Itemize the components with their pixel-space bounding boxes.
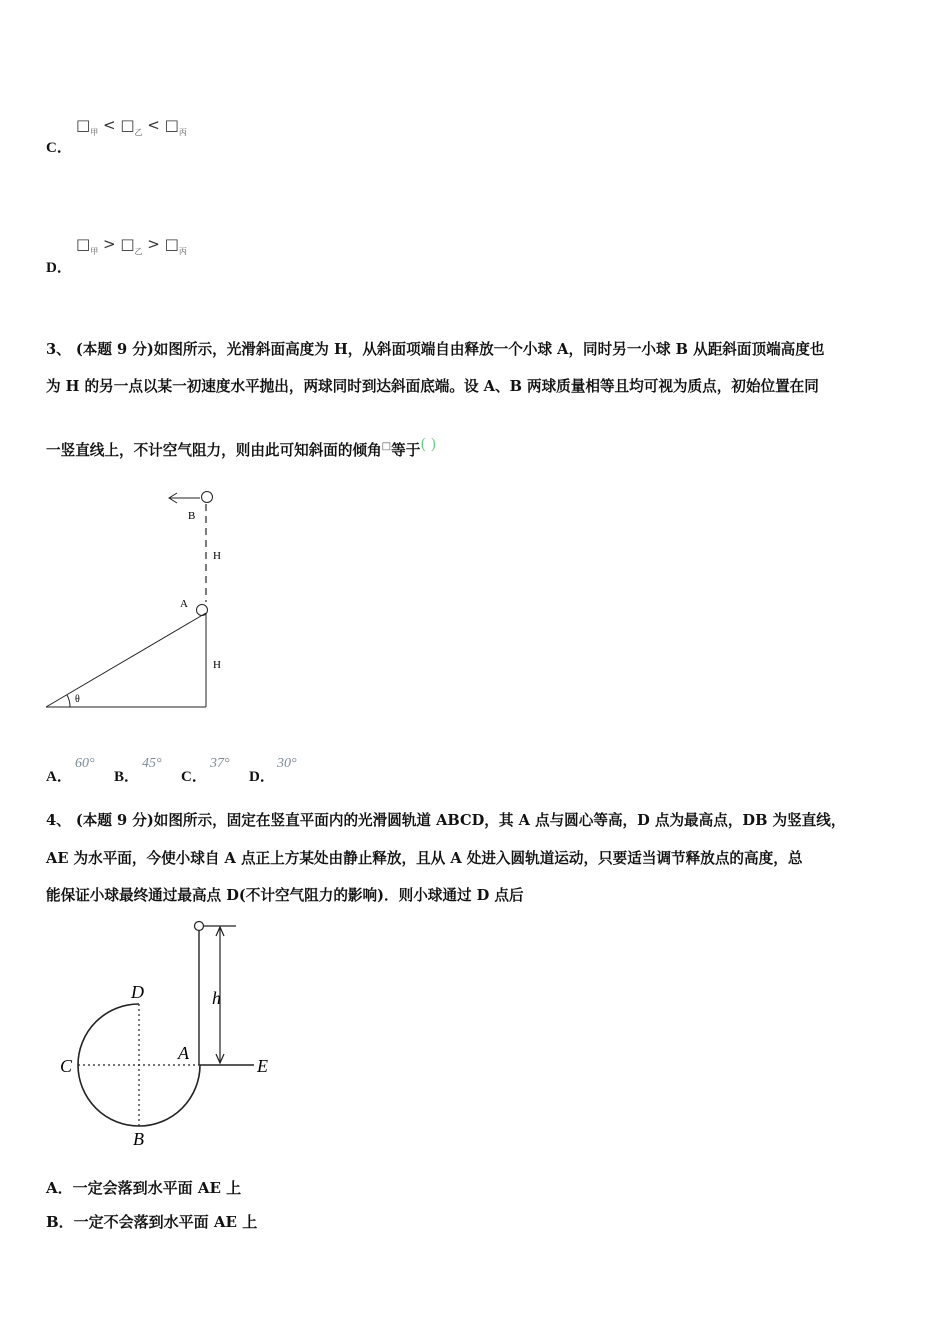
option-d-expression — [76, 235, 187, 256]
option-c-expression — [76, 116, 187, 137]
label-a: A — [180, 598, 188, 610]
q3-incline-figure — [40, 485, 240, 715]
q3-option-d-label: D． — [249, 769, 275, 785]
label-d: D — [131, 982, 144, 1002]
q3-line-3-text: 一竖直线上，不计空气阻力，则由此可知斜面的倾角 — [46, 442, 382, 459]
subscript: 乙 — [134, 247, 143, 256]
symbol-placeholder: □ — [76, 116, 91, 134]
label-a: A — [178, 1043, 189, 1063]
q3-line-3 — [46, 436, 437, 459]
subscript: 丙 — [178, 247, 187, 256]
subscript: 丙 — [178, 128, 187, 137]
q3-option-a-value: 60° — [75, 756, 95, 771]
angle-arc — [67, 695, 70, 707]
symbol-placeholder: □ — [76, 235, 91, 253]
option-d-label: D． — [46, 260, 72, 276]
release-ball — [195, 922, 204, 931]
label-theta: θ — [75, 694, 80, 705]
symbol-placeholder: □ — [120, 235, 135, 253]
q3-option-c-value: 37° — [210, 756, 230, 771]
label-h: h — [212, 988, 221, 1008]
q3-option-a-label: A． — [46, 769, 72, 785]
symbol-placeholder: □ — [120, 116, 135, 134]
operator: < — [147, 116, 160, 134]
theta-placeholder: □ — [381, 441, 392, 452]
symbol-placeholder: □ — [164, 235, 179, 253]
q3-line-1: 3、 (本题 9 分)如图所示，光滑斜面高度为 H，从斜面项端自由释放一个小球 A，同时另一小球 B 从距斜面顶端高度也 — [46, 341, 825, 358]
option-c-label: C． — [46, 140, 72, 156]
q4-option-a: A．一定会落到水平面 AE 上 — [46, 1179, 242, 1197]
q3-option-b-value: 45° — [142, 756, 162, 771]
q4-line-2: AE 为水平面，今使小球自 A 点正上方某处由静止释放，且从 A 处进入圆轨道运动，只要适当调节释放点的高度，总 — [46, 850, 803, 867]
q3-option-c-label: C． — [181, 769, 207, 785]
operator: > — [102, 235, 116, 253]
label-b: B — [133, 1129, 144, 1149]
q4-option-b: B．一定不会落到水平面 AE 上 — [46, 1213, 258, 1231]
q3-option-b-label: B． — [114, 769, 140, 785]
q3-option-d-value: 30° — [277, 756, 297, 771]
operator: > — [147, 235, 160, 253]
label-c: C — [60, 1056, 73, 1076]
q3-line-3-end: 等于 — [391, 442, 421, 459]
label-h-bottom: H — [213, 659, 221, 671]
subscript: 甲 — [90, 247, 99, 256]
q4-line-1: 4、 (本题 9 分)如图所示，固定在竖直平面内的光滑圆轨道 ABCD，其 A 点与圆心等高，D 点为最高点，DB 为竖直线， — [46, 812, 846, 829]
incline-surface — [46, 613, 206, 707]
q4-circle-track-figure — [50, 912, 290, 1152]
ball-b — [202, 492, 213, 503]
q3-line-2: 为 H 的另一点以某一初速度水平抛出，两球同时到达斜面底端。设 A、B 两球质量相等且均可视为质点，初始位置在同 — [46, 378, 819, 395]
subscript: 乙 — [134, 128, 143, 137]
label-h-top: H — [213, 550, 221, 562]
subscript: 甲 — [90, 128, 99, 137]
operator: < — [102, 116, 116, 134]
symbol-placeholder: □ — [164, 116, 179, 134]
label-e: E — [257, 1056, 268, 1076]
answer-paren: ( ) — [420, 436, 437, 453]
q4-line-3: 能保证小球最终通过最高点 D(不计空气阻力的影响)．则小球通过 D 点后 — [46, 887, 524, 904]
label-b: B — [188, 510, 196, 522]
